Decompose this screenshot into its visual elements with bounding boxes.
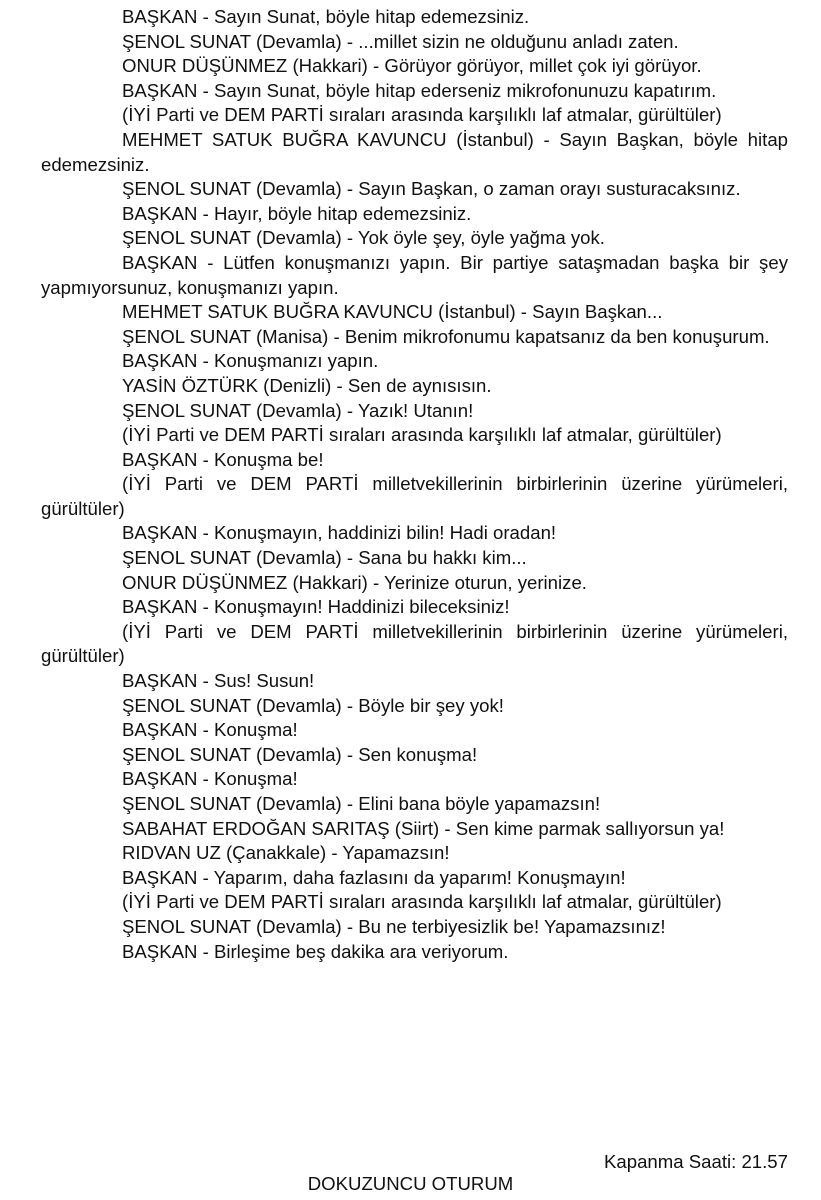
transcript-body [41, 5, 788, 964]
transcript-paragraph: (İYİ Parti ve DEM PARTİ sıraları arasında karşılıklı laf atmalar, gürültüler) [122, 424, 722, 446]
transcript-paragraph: (İYİ Parti ve DEM PARTİ sıraları arasında karşılıklı laf atmalar, gürültüler) [122, 891, 722, 913]
transcript-paragraph: ŞENOL SUNAT (Devamla) - Bu ne terbiyesizlik be! Yapamazsınız! [122, 915, 666, 937]
transcript-paragraph: SABAHAT ERDOĞAN SARITAŞ (Siirt) - Sen kime parmak sallıyorsun ya! [122, 817, 725, 839]
transcript-paragraph: BAŞKAN - Birleşime beş dakika ara veriyorum. [122, 940, 509, 962]
transcript-paragraph: ŞENOL SUNAT (Devamla) - ...millet sizin ne olduğunu anladı zaten. [122, 30, 679, 52]
transcript-paragraph: (İYİ Parti ve DEM PARTİ milletvekillerinin birbirlerinin üzerine yürümeleri, gürültüler) [41, 473, 788, 519]
transcript-paragraph: BAŞKAN - Konuşma be! [122, 448, 324, 470]
transcript-paragraph: ŞENOL SUNAT (Devamla) - Sen konuşma! [122, 743, 478, 765]
transcript-paragraph: MEHMET SATUK BUĞRA KAVUNCU (İstanbul) - Sayın Başkan... [122, 301, 663, 323]
transcript-paragraph: MEHMET SATUK BUĞRA KAVUNCU (İstanbul) - Sayın Başkan, böyle hitap edemezsiniz. [41, 128, 788, 175]
transcript-paragraph: (İYİ Parti ve DEM PARTİ sıraları arasında karşılıklı laf atmalar, gürültüler) [122, 104, 722, 126]
transcript-paragraph: ŞENOL SUNAT (Manisa) - Benim mikrofonumu kapatsanız da ben konuşurum. [122, 325, 770, 347]
transcript-paragraph: BAŞKAN - Sayın Sunat, böyle hitap edemezsiniz. [122, 6, 530, 27]
transcript-paragraph: ONUR DÜŞÜNMEZ (Hakkari) - Görüyor görüyor, millet çok iyi görüyor. [122, 55, 702, 77]
transcript-paragraph: ONUR DÜŞÜNMEZ (Hakkari) - Yerinize oturun, yerinize. [122, 571, 587, 593]
transcript-paragraph: ŞENOL SUNAT (Devamla) - Sana bu hakkı kim... [122, 547, 527, 569]
transcript-paragraph: BAŞKAN - Hayır, böyle hitap edemezsiniz. [122, 202, 472, 224]
transcript-paragraph: BAŞKAN - Lütfen konuşmanızı yapın. Bir partiye sataşmadan başka bir şey yapmıyorsunuz, konuşmanızı yapın. [41, 251, 788, 298]
transcript-paragraph: (İYİ Parti ve DEM PARTİ milletvekillerinin birbirlerinin üzerine yürümeleri, gürültüler) [41, 620, 788, 667]
closing-time: Kapanma Saati: 21.57 [603, 1151, 788, 1172]
transcript-paragraph: ŞENOL SUNAT (Devamla) - Böyle bir şey yok! [122, 694, 504, 716]
transcript-paragraph: BAŞKAN - Konuşma! [122, 719, 298, 741]
next-session-heading: DOKUZUNCU OTURUM [307, 1173, 514, 1194]
transcript-paragraph: BAŞKAN - Sus! Susun! [122, 670, 315, 692]
transcript-paragraph: ŞENOL SUNAT (Devamla) - Elini bana böyle yapamazsın! [122, 793, 601, 814]
transcript-paragraph: YASİN ÖZTÜRK (Denizli) - Sen de aynısısın. [122, 374, 492, 396]
transcript-paragraph: BAŞKAN - Konuşmayın, haddinizi bilin! Hadi oradan! [122, 522, 557, 544]
transcript-paragraph: BAŞKAN - Yaparım, daha fazlasını da yaparım! Konuşmayın! [122, 866, 626, 888]
transcript-paragraph: BAŞKAN - Konuşma! [122, 768, 298, 790]
transcript-paragraph: BAŞKAN - Konuşmanızı yapın. [122, 350, 379, 372]
transcript-paragraph: ŞENOL SUNAT (Devamla) - Yok öyle şey, öyle yağma yok. [122, 227, 605, 249]
transcript-paragraph: RIDVAN UZ (Çanakkale) - Yapamazsın! [122, 842, 450, 864]
transcript-paragraph: BAŞKAN - Sayın Sunat, böyle hitap ederseniz mikrofonunuzu kapatırım. [122, 79, 717, 101]
transcript-paragraph: BAŞKAN - Konuşmayın! Haddinizi bileceksiniz! [122, 596, 510, 618]
transcript-paragraph: ŞENOL SUNAT (Devamla) - Sayın Başkan, o zaman orayı susturacaksınız. [122, 178, 741, 200]
transcript-paragraph: ŞENOL SUNAT (Devamla) - Yazık! Utanın! [122, 399, 474, 421]
